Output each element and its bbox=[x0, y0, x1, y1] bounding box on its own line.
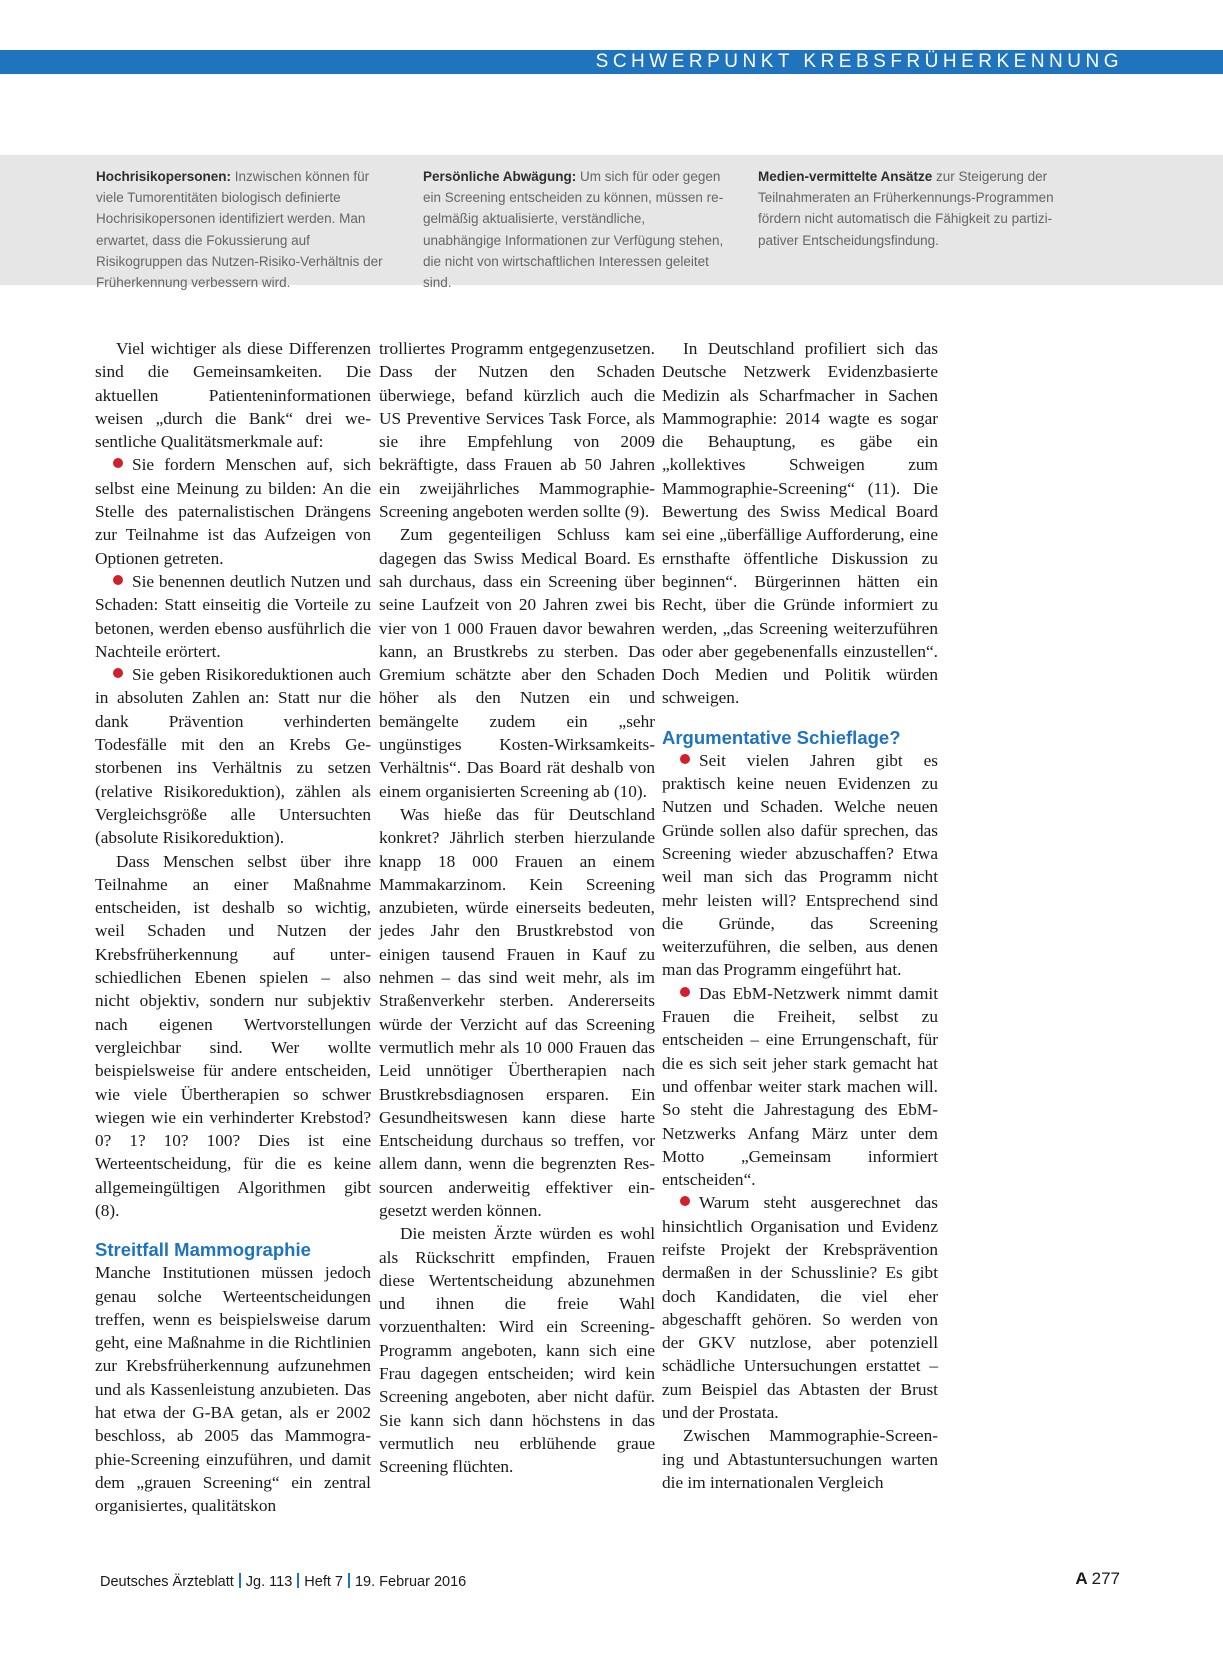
page-prefix: A bbox=[1075, 1569, 1088, 1588]
paragraph: trolliertes Programm entgegenzusetzen. Dass der Nutzen den Schaden überwiege, befand kürzlich auch die US Preventive Services Task Force, als sie ihre Empfehlung von 2009 bekräftigte, dass Frauen ab 50 Jahren ein zweijährliches Mammographie-Screening angeboten werden sollte (9). bbox=[379, 339, 655, 522]
journal-name: Deutsches Ärzteblatt bbox=[100, 1574, 234, 1590]
paragraph: Manche Institutionen müssen jedoch genau solche Werteentscheidungen treffen, wenn es beispielsweise darum geht, eine Maßnahme in die Richtlinien zur Krebsfrüherkennung aufzunehmen und als Kassenleistung anzubieten. Das hat etwa der G-BA getan, als er 2002 beschloss, ab 2005 das Mammographie-Screening einzuführen, und damit dem „grauen Screening“ ein zentral organisiertes, qualitätskon bbox=[95, 1263, 371, 1516]
text-column-1 bbox=[95, 337, 371, 1518]
bullet-paragraph: Seit vielen Jahren gibt es praktisch keine neuen Evidenzen zu Nutzen und Schaden. Welche neuen Gründe sollen also dafür sprechen, das Screening wieder abzuschaffen? Etwa weil man sich das Programm nicht mehr leisten will? Entsprechend sind die Gründe, das Screening weiterzuführen, die selben, aus denen man das Programm eingeführt hat. bbox=[662, 749, 938, 982]
text-column-2 bbox=[379, 337, 655, 1479]
section-header-bar bbox=[0, 50, 1223, 74]
bullet-paragraph: Sie geben Risikoreduktionen auch in absoluten Zahlen an: Statt nur die dank Prävention verhinderten Todesfälle mit den an Krebs Gestorbenen ins Verhältnis zu setzen (relative Risikoreduktion), zählen als Vergleichsgröße alle Untersuchten (absolute Risikoreduktion). bbox=[95, 663, 371, 849]
page-number bbox=[1075, 1569, 1120, 1589]
bullet-paragraph: Warum steht ausgerechnet das hinsichtlich Organisation und Evidenz reifste Projekt der Krebsprävention dermaßen in der Schusslinie? Es gibt doch Kandidaten, die viel eher abgeschafft gehören. So werden von der GKV nutzlose, aber potenziell schädliche Untersuchungen erstattet – zum Beispiel das Abtasten der Brust und der Prostata. bbox=[662, 1191, 938, 1424]
bullet-paragraph: Das EbM-Netzwerk nimmt damit Frauen die Freiheit, selbst zu entscheiden – eine Errungenschaft, für die es sich seit jeher stark gemacht hat und offenbar weiter stark machen will. So steht die Jahrestagung des EbM-Netzwerks Anfang März unter dem Motto „Gemeinsam informiert entscheiden“. bbox=[662, 982, 938, 1192]
section-heading: Streitfall Mammographie bbox=[95, 1239, 311, 1261]
bullet-paragraph: Sie benennen deutlich Nutzen und Schaden: Statt einseitig die Vorteile zu betonen, werden ebenso ausführlich die Nachteile erörtert. bbox=[95, 570, 371, 663]
key-point-text: Um sich für oder gegen ein Screening entscheiden zu können, müssen regelmäßig aktualisierte, verständliche, unabhängige Informationen zur Verfügung stehen, die nicht von wirtschaftlichen Interessen geleitet sind. bbox=[423, 169, 724, 291]
text-column-3 bbox=[662, 337, 938, 1494]
issue: Heft 7 bbox=[304, 1574, 343, 1590]
key-point-text: Inzwischen können für viele Tumorentitäten biologisch definierte Hochrisikopersonen identifiziert werden. Man erwartet, dass die Fokussierung auf Risikogruppen das Nutzen-Risiko-Verhältnis der Früherkennung verbessern wird. bbox=[96, 169, 383, 291]
section-heading: Argumentative Schieflage? bbox=[662, 726, 901, 748]
paragraph: Viel wichtiger als diese Differenzen sind die Gemeinsamkeiten. Die aktuellen Patienteninformationen weisen „durch die Bank“ drei wesentliche Qualitätsmerkmale auf: bbox=[95, 339, 371, 452]
key-point-term: Medien-vermittelte Ansätze bbox=[758, 169, 933, 184]
key-points-box bbox=[0, 155, 1223, 291]
key-point-term: Hochrisikopersonen: bbox=[96, 169, 232, 184]
volume: Jg. 113 bbox=[245, 1574, 293, 1590]
key-point-term: Persönliche Abwägung: bbox=[423, 169, 577, 184]
footer-separator bbox=[297, 1573, 299, 1588]
paragraph: Die meisten Ärzte würden es wohl als Rückschritt empfinden, Frauen diese Wertentscheidung abzunehmen und ihnen die freie Wahl vorzuenthalten: Wird ein Screening-Programm angeboten, kann sich eine Frau dagegen entscheiden; wird kein Screening angeboten, aber nicht dafür. Sie kann sich dann höchstens in das vermutlich neu erblühende graue Screening flüchten. bbox=[379, 1224, 655, 1477]
key-point-3 bbox=[758, 166, 1058, 251]
key-point-1 bbox=[96, 166, 399, 293]
footer-citation bbox=[100, 1573, 466, 1590]
paragraph: Was hieße das für Deutschland konkret? Jährlich sterben hierzulande knapp 18 000 Frauen an einem Mammakarzinom. Kein Screening anzubieten, würde einerseits bedeuten, jedes Jahr den Brustkrebstod von einigen tausend Frauen in Kauf zu nehmen – das sind weit mehr, als im Straßenverkehr sterben. Andererseits würde der Verzicht auf das Screening vermutlich mehr als 10 000 Frauen das Leid unnötiger Übertherapien nach Brustkrebsdiagnosen ersparen. Ein Gesundheitswesen kann diese harte Entscheidung durchaus so treffen, vor allem dann, wenn die begrenzten Ressourcen anderweitig effektiver eingesetzt werden können. bbox=[379, 804, 655, 1220]
issue-date: 19. Februar 2016 bbox=[354, 1574, 467, 1590]
bullet-paragraph: Sie fordern Menschen auf, sich selbst eine Meinung zu bilden: An die Stelle des paternalistischen Drängens zur Teilnahme ist das Aufzeigen von Optionen getreten. bbox=[95, 453, 371, 569]
key-point-text: zur Steigerung der Teilnahmeraten an Früherkennungs-Programmen fördern nicht automatisch die Fähigkeit zu partizipativer Entscheidungsfindung. bbox=[758, 169, 1054, 248]
footer-separator bbox=[348, 1573, 350, 1588]
footer-separator bbox=[239, 1573, 241, 1588]
paragraph: Zum gegenteiligen Schluss kam dagegen das Swiss Medical Board. Es sah durchaus, dass ein Screening über seine Laufzeit von 20 Jahren zwei bis vier von 1 000 Frauen davor bewahren kann, an Brustkrebs zu sterben. Das Gremium schätzte aber den Schaden höher als den Nutzen ein und bemängelte zudem ein „sehr ungünstiges Kosten-Wirksamkeits-Verhältnis“. Das Board rät deshalb von einem organisierten Screening ab (10). bbox=[379, 525, 655, 801]
paragraph: In Deutschland profiliert sich das Deutsche Netzwerk Evidenzbasierte Medizin als Scharfmacher in Sachen Mammographie: 2014 wagte es sogar die Behauptung, es gäbe ein „kollektives Schweigen zum Mammographie-Screening“ (11). Die Bewertung des Swiss Medical Board sei eine „überfällige Aufforderung, eine ernsthafte öffentliche Diskussion zu beginnen“. Bürgerinnen hätten ein Recht, über die Gründe informiert zu werden, „das Screening weiterzuführen oder aber gegebenenfalls einzustellen“. Doch Medien und Politik würden schweigen. bbox=[662, 339, 938, 708]
paragraph: Zwischen Mammographie-Screening und Abtastuntersuchungen warten die im internationalen Vergleich bbox=[662, 1426, 938, 1492]
paragraph: Dass Menschen selbst über ihre Teilnahme an einer Maßnahme entscheiden, ist deshalb so wichtig, weil Schaden und Nutzen der Krebsfrüherkennung auf unterschiedlichen Ebenen spielen – also nicht objektiv, sondern nur subjektiv nach eigenen Wertvorstellungen vergleichbar sind. Wer wollte beispielsweise für andere entscheiden, wie viele Übertherapien so schwer wiegen wie ein verhinderter Krebstod? 0? 1? 10? 100? Dies ist eine Werteentscheidung, für die es keine allgemeingültigen Algorithmen gibt (8). bbox=[95, 851, 371, 1220]
key-point-2 bbox=[423, 166, 726, 293]
section-label: SCHWERPUNKT KREBSFRÜHERKENNUNG bbox=[595, 51, 1123, 72]
page-number-value: 277 bbox=[1091, 1569, 1120, 1588]
